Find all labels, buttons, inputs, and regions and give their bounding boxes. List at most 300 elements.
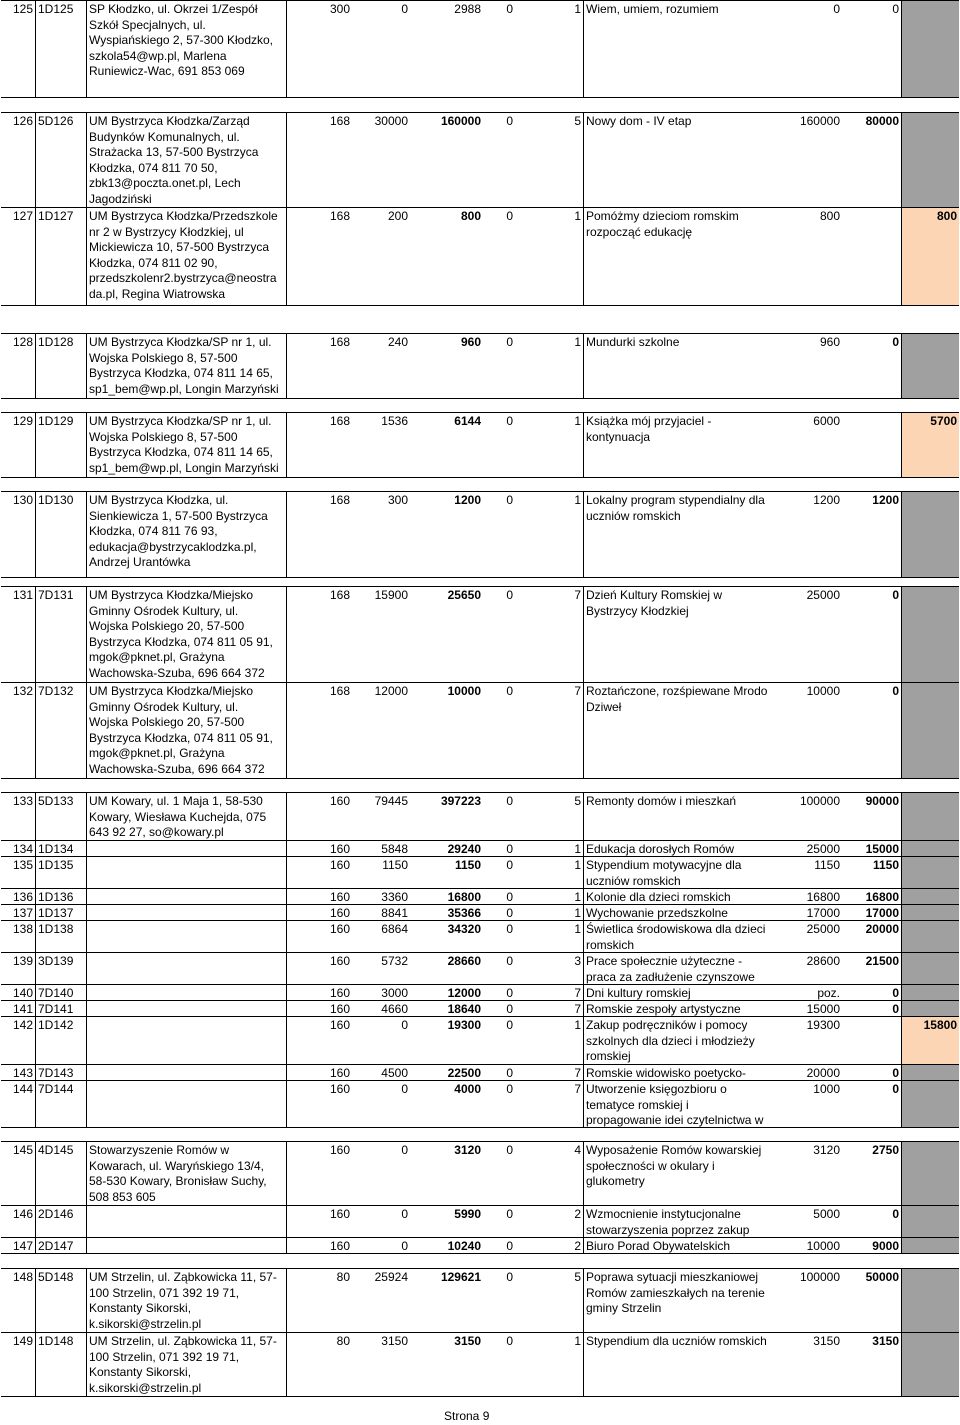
row-entity: UM Bystrzyca Kłodzka/Miejsko Gminny Ośrodek Kultury, ul. Wojska Polskiego 20, 57-500 Bystrzyca Kłodzka, 074 811 05 91, mgok@pknet.pl, Grażyna Wachowska-Szuba, 696 664 372 bbox=[86, 683, 286, 778]
row-number: 129 bbox=[12, 414, 33, 428]
row-number: 138 bbox=[12, 922, 33, 936]
row-code: 4D145 bbox=[35, 1142, 86, 1205]
row-n: 2 bbox=[574, 1239, 581, 1253]
row-value-a: 168 bbox=[286, 492, 352, 577]
row-title: Dzień Kultury Romskiej w Bystrzycy Kłodzkiej bbox=[583, 587, 782, 682]
row-n: 7 bbox=[574, 986, 581, 1000]
page-number: Strona 9 bbox=[444, 1409, 490, 1423]
table-row bbox=[1, 856, 959, 888]
row-title: Wyposażenie Romów kowarskiej społeczności w okulary i glukometry bbox=[583, 1142, 782, 1205]
row-n: 1 bbox=[574, 906, 581, 920]
row-entity bbox=[86, 1238, 286, 1253]
row-code: 1D127 bbox=[35, 208, 86, 305]
row-requested: 10000 bbox=[806, 684, 840, 698]
row-total: 29240 bbox=[447, 842, 481, 856]
row-requested: 25000 bbox=[806, 922, 840, 936]
row-requested: 160000 bbox=[799, 114, 840, 128]
row-extra bbox=[901, 587, 959, 682]
row-extra bbox=[901, 1206, 959, 1237]
row-number: 126 bbox=[12, 114, 33, 128]
row-granted: 9000 bbox=[872, 1239, 899, 1253]
row-value-b: 79445 bbox=[374, 794, 408, 808]
row-number: 145 bbox=[12, 1143, 33, 1157]
row-title: Biuro Porad Obywatelskich bbox=[583, 1238, 782, 1253]
row-n: 7 bbox=[574, 1066, 581, 1080]
row-requested: 1150 bbox=[814, 858, 840, 872]
row-total: 6144 bbox=[454, 414, 481, 428]
row-entity bbox=[86, 1206, 286, 1237]
row-entity bbox=[86, 905, 286, 920]
row-requested: 3120 bbox=[813, 1143, 840, 1157]
row-title: Nowy dom - IV etap bbox=[583, 113, 782, 208]
row-granted: 0 bbox=[892, 335, 899, 349]
row-total: 34320 bbox=[447, 922, 481, 936]
row-entity: UM Strzelin, ul. Ząbkowicka 11, 57- 100 Strzelin, 071 392 19 71, Konstanty Sikorski, k.sikorski@strzelin.pl bbox=[86, 1333, 286, 1396]
row-value-b: 6864 bbox=[381, 922, 408, 936]
row-value-a: 160 bbox=[286, 921, 352, 952]
row-requested: poz. bbox=[817, 986, 840, 1000]
row-requested: 5000 bbox=[813, 1207, 840, 1221]
row-number: 125 bbox=[12, 2, 33, 16]
row-n: 7 bbox=[574, 1082, 581, 1096]
row-n: 7 bbox=[574, 684, 581, 698]
row-code: 7D144 bbox=[35, 1081, 86, 1127]
row-value-d: 0 bbox=[506, 954, 513, 968]
row-granted: 0 bbox=[892, 588, 899, 602]
row-code: 3D139 bbox=[35, 953, 86, 984]
row-extra bbox=[901, 1238, 959, 1253]
row-value-b: 25924 bbox=[374, 1270, 408, 1284]
row-code: 7D141 bbox=[35, 1001, 86, 1016]
row-value-a: 168 bbox=[286, 683, 352, 778]
row-entity bbox=[86, 857, 286, 888]
table-row bbox=[1, 1141, 959, 1205]
row-granted bbox=[842, 413, 901, 477]
table-row bbox=[1, 586, 959, 682]
row-value-b: 0 bbox=[401, 1239, 408, 1253]
row-n: 1 bbox=[574, 493, 581, 507]
row-entity bbox=[86, 1017, 286, 1064]
table-row bbox=[1, 207, 959, 306]
row-total: 10000 bbox=[447, 684, 481, 698]
row-total: 3120 bbox=[454, 1143, 481, 1157]
row-requested: 16800 bbox=[806, 890, 840, 904]
row-value-a: 160 bbox=[286, 889, 352, 904]
row-code: 1D128 bbox=[35, 334, 86, 398]
row-entity bbox=[86, 1081, 286, 1127]
row-total: 129621 bbox=[440, 1270, 481, 1284]
row-number: 148 bbox=[12, 1270, 33, 1284]
row-value-b: 3000 bbox=[381, 986, 408, 1000]
row-n: 4 bbox=[574, 1143, 581, 1157]
table-row bbox=[1, 1064, 959, 1080]
row-value-b: 0 bbox=[401, 1207, 408, 1221]
row-value-b: 5732 bbox=[381, 954, 408, 968]
row-title: Zakup podręczników i pomocy szkolnych dla dzieci i młodzieży romskiej bbox=[583, 1017, 782, 1064]
row-extra bbox=[901, 334, 959, 398]
row-code: 2D147 bbox=[35, 1238, 86, 1253]
row-entity: UM Kowary, ul. 1 Maja 1, 58-530 Kowary, Wiesława Kuchejda, 075 643 92 27, so@kowary.pl bbox=[86, 793, 286, 840]
row-n: 1 bbox=[574, 2, 581, 16]
row-code: 2D146 bbox=[35, 1206, 86, 1237]
table-row bbox=[1, 984, 959, 1000]
row-total: 1200 bbox=[454, 493, 481, 507]
row-value-d: 0 bbox=[506, 588, 513, 602]
row-code: 5D133 bbox=[35, 793, 86, 840]
row-code: 5D126 bbox=[35, 113, 86, 208]
row-value-b: 12000 bbox=[374, 684, 408, 698]
row-n: 5 bbox=[574, 794, 581, 808]
row-number: 149 bbox=[12, 1334, 33, 1348]
row-value-b: 4660 bbox=[381, 1002, 408, 1016]
row-total: 18640 bbox=[447, 1002, 481, 1016]
row-requested: 19300 bbox=[806, 1018, 840, 1032]
row-extra bbox=[901, 841, 959, 856]
row-title: Romskie widowisko poetycko- bbox=[583, 1065, 782, 1080]
row-number: 146 bbox=[12, 1207, 33, 1221]
table-row bbox=[1, 412, 959, 478]
row-code: 1D136 bbox=[35, 889, 86, 904]
row-value-d: 0 bbox=[506, 114, 513, 128]
row-n: 1 bbox=[574, 890, 581, 904]
row-value-a: 80 bbox=[286, 1333, 352, 1396]
row-code: 1D142 bbox=[35, 1017, 86, 1064]
row-total: 4000 bbox=[454, 1082, 481, 1096]
row-granted: 50000 bbox=[865, 1270, 899, 1284]
row-granted: 80000 bbox=[865, 114, 899, 128]
row-value-a: 160 bbox=[286, 905, 352, 920]
row-requested: 100000 bbox=[799, 1270, 840, 1284]
row-code: 1D130 bbox=[35, 492, 86, 577]
row-total: 160000 bbox=[440, 114, 481, 128]
row-value-a: 160 bbox=[286, 1017, 352, 1064]
table-row bbox=[1, 333, 959, 399]
row-granted: 15000 bbox=[865, 842, 899, 856]
row-number: 131 bbox=[12, 588, 33, 602]
row-requested: 28600 bbox=[806, 954, 840, 968]
row-granted: 0 bbox=[892, 1066, 899, 1080]
row-code: 1D148 bbox=[35, 1333, 86, 1396]
row-extra bbox=[901, 857, 959, 888]
row-code: 7D140 bbox=[35, 985, 86, 1000]
row-code: 1D125 bbox=[35, 1, 86, 97]
row-extra bbox=[901, 921, 959, 952]
row-title: Lokalny program stypendialny dla uczniów romskich bbox=[583, 492, 782, 577]
table-row bbox=[1, 840, 959, 856]
row-value-a: 160 bbox=[286, 985, 352, 1000]
row-n: 1 bbox=[574, 1018, 581, 1032]
row-value-b: 1536 bbox=[381, 414, 408, 428]
row-value-d: 0 bbox=[506, 794, 513, 808]
row-value-b: 15900 bbox=[374, 588, 408, 602]
row-entity: SP Kłodzko, ul. Okrzei 1/Zespół Szkół Specjalnych, ul. Wyspiańskiego 2, 57-300 Kłodzko, szkola54@wp.pl, Marlena Runiewicz-Wac, 691 853 069 bbox=[86, 1, 286, 97]
row-value-a: 160 bbox=[286, 1001, 352, 1016]
row-entity bbox=[86, 841, 286, 856]
row-code: 7D131 bbox=[35, 587, 86, 682]
row-entity: UM Bystrzyca Kłodzka/SP nr 1, ul. Wojska Polskiego 8, 57-500 Bystrzyca Kłodzka, 074 811 14 65, sp1_bem@wp.pl, Longin Marzyński bbox=[86, 334, 286, 398]
row-value-b: 5848 bbox=[381, 842, 408, 856]
row-extra: 800 bbox=[901, 208, 959, 305]
row-extra bbox=[901, 1081, 959, 1127]
row-value-d: 0 bbox=[506, 1143, 513, 1157]
row-code: 1D137 bbox=[35, 905, 86, 920]
table-row bbox=[1, 1205, 959, 1237]
row-value-b: 0 bbox=[401, 2, 408, 16]
row-total: 800 bbox=[460, 209, 481, 223]
row-granted bbox=[842, 1017, 901, 1064]
row-entity bbox=[86, 1001, 286, 1016]
row-granted: 0 bbox=[892, 1002, 899, 1016]
row-value-d: 0 bbox=[506, 1018, 513, 1032]
row-extra bbox=[901, 1142, 959, 1205]
row-title: Pomóżmy dzieciom romskim rozpocząć edukację bbox=[583, 208, 782, 305]
row-total: 35366 bbox=[447, 906, 481, 920]
row-extra bbox=[901, 113, 959, 208]
row-granted: 3150 bbox=[872, 1334, 899, 1348]
row-value-b: 0 bbox=[401, 1143, 408, 1157]
row-number: 134 bbox=[12, 842, 33, 856]
row-n: 7 bbox=[574, 588, 581, 602]
row-requested: 960 bbox=[819, 335, 840, 349]
table-row bbox=[1, 1237, 959, 1254]
row-title: Poprawa sytuacji mieszkaniowej Romów zamieszkałych na terenie gminy Strzelin bbox=[583, 1269, 782, 1332]
table-row bbox=[1, 0, 959, 98]
row-value-a: 168 bbox=[286, 334, 352, 398]
row-total: 5990 bbox=[454, 1207, 481, 1221]
row-n: 1 bbox=[574, 922, 581, 936]
row-n: 1 bbox=[574, 1334, 581, 1348]
row-number: 140 bbox=[12, 986, 33, 1000]
table-row bbox=[1, 792, 959, 840]
table-row bbox=[1, 1016, 959, 1064]
row-total: 3150 bbox=[454, 1334, 481, 1348]
row-value-a: 160 bbox=[286, 841, 352, 856]
row-n: 1 bbox=[574, 335, 581, 349]
row-title: Prace społecznie użyteczne - praca za zadłużenie czynszowe bbox=[583, 953, 782, 984]
row-granted bbox=[842, 208, 901, 305]
row-n: 2 bbox=[574, 1207, 581, 1221]
row-requested: 800 bbox=[819, 209, 840, 223]
row-code: 1D135 bbox=[35, 857, 86, 888]
row-value-d: 0 bbox=[506, 1066, 513, 1080]
row-value-a: 168 bbox=[286, 413, 352, 477]
row-granted: 2750 bbox=[872, 1143, 899, 1157]
row-value-a: 168 bbox=[286, 113, 352, 208]
row-n: 1 bbox=[574, 414, 581, 428]
row-number: 130 bbox=[12, 493, 33, 507]
row-n: 7 bbox=[574, 1002, 581, 1016]
row-title: Romskie zespoły artystyczne bbox=[583, 1001, 782, 1016]
row-entity: UM Bystrzyca Kłodzka/Przedszkole nr 2 w Bystrzycy Kłodzkiej, ul Mickiewicza 10, 57-500 Bystrzyca Kłodzka, 074 811 02 90, przedszkolenr2.bystrzyca@neostra da.pl, Regina Wiatrowska bbox=[86, 208, 286, 305]
row-extra bbox=[901, 1065, 959, 1080]
row-entity: UM Bystrzyca Kłodzka/SP nr 1, ul. Wojska Polskiego 8, 57-500 Bystrzyca Kłodzka, 074 811 14 65, sp1_bem@wp.pl, Longin Marzyński bbox=[86, 413, 286, 477]
row-number: 136 bbox=[12, 890, 33, 904]
row-n: 5 bbox=[574, 114, 581, 128]
row-title: Stypendium motywacyjne dla uczniów romskich bbox=[583, 857, 782, 888]
row-value-a: 160 bbox=[286, 1065, 352, 1080]
row-extra bbox=[901, 793, 959, 840]
row-number: 147 bbox=[12, 1239, 33, 1253]
row-extra bbox=[901, 492, 959, 577]
row-granted: 0 bbox=[892, 1082, 899, 1096]
row-number: 133 bbox=[12, 794, 33, 808]
row-value-d: 0 bbox=[506, 209, 513, 223]
table-row bbox=[1, 112, 959, 208]
row-code: 5D148 bbox=[35, 1269, 86, 1332]
row-title: Wzmocnienie instytucjonalne stowarzyszenia poprzez zakup bbox=[583, 1206, 782, 1237]
row-granted: 0 bbox=[892, 684, 899, 698]
row-extra bbox=[901, 1001, 959, 1016]
row-granted: 0 bbox=[892, 2, 899, 16]
row-value-d: 0 bbox=[506, 922, 513, 936]
row-title: Wychowanie przedszkolne bbox=[583, 905, 782, 920]
row-code: 7D143 bbox=[35, 1065, 86, 1080]
table-row bbox=[1, 1080, 959, 1128]
row-value-d: 0 bbox=[506, 1239, 513, 1253]
row-value-d: 0 bbox=[506, 1270, 513, 1284]
row-value-b: 30000 bbox=[374, 114, 408, 128]
row-value-d: 0 bbox=[506, 414, 513, 428]
row-entity: UM Bystrzyca Kłodzka/Zarząd Budynków Komunalnych, ul. Strażacka 13, 57-500 Bystrzyca Kłodzka, 074 811 70 50, zbk13@poczta.onet.pl, Lech Jagodziński bbox=[86, 113, 286, 208]
row-title: Utworzenie księgozbioru o tematyce romskiej i propagowanie idei czytelnictwa w bbox=[583, 1081, 782, 1127]
row-number: 139 bbox=[12, 954, 33, 968]
row-number: 143 bbox=[12, 1066, 33, 1080]
row-requested: 10000 bbox=[806, 1239, 840, 1253]
row-value-d: 0 bbox=[506, 842, 513, 856]
row-code: 1D134 bbox=[35, 841, 86, 856]
row-total: 397223 bbox=[440, 794, 481, 808]
row-value-a: 160 bbox=[286, 1142, 352, 1205]
row-title: Edukacja dorosłych Romów bbox=[583, 841, 782, 856]
row-title: Mundurki szkolne bbox=[583, 334, 782, 398]
row-total: 16800 bbox=[447, 890, 481, 904]
row-value-d: 0 bbox=[506, 906, 513, 920]
row-code: 7D132 bbox=[35, 683, 86, 778]
row-extra: 5700 bbox=[901, 413, 959, 477]
table-row bbox=[1, 1000, 959, 1016]
row-value-b: 240 bbox=[387, 335, 408, 349]
row-n: 1 bbox=[574, 842, 581, 856]
row-extra bbox=[901, 889, 959, 904]
row-value-b: 200 bbox=[387, 209, 408, 223]
row-code: 1D138 bbox=[35, 921, 86, 952]
row-requested: 15000 bbox=[806, 1002, 840, 1016]
row-value-b: 3150 bbox=[381, 1334, 408, 1348]
row-granted: 20000 bbox=[865, 922, 899, 936]
row-value-b: 1150 bbox=[382, 858, 408, 872]
row-requested: 3150 bbox=[813, 1334, 840, 1348]
row-value-d: 0 bbox=[506, 1207, 513, 1221]
row-value-b: 300 bbox=[387, 493, 408, 507]
table-row bbox=[1, 888, 959, 904]
table-row bbox=[1, 1268, 959, 1332]
row-title: Dni kultury romskiej bbox=[583, 985, 782, 1000]
row-extra: 15800 bbox=[901, 1017, 959, 1064]
row-title: Kolonie dla dzieci romskich bbox=[583, 889, 782, 904]
row-requested: 1000 bbox=[813, 1082, 840, 1096]
row-extra bbox=[901, 953, 959, 984]
row-number: 137 bbox=[12, 906, 33, 920]
row-value-b: 8841 bbox=[381, 906, 408, 920]
row-value-d: 0 bbox=[506, 684, 513, 698]
row-granted: 90000 bbox=[865, 794, 899, 808]
row-extra bbox=[901, 905, 959, 920]
row-requested: 0 bbox=[833, 2, 840, 16]
row-granted: 16800 bbox=[865, 890, 899, 904]
table-row bbox=[1, 920, 959, 952]
row-total: 25650 bbox=[447, 588, 481, 602]
row-number: 144 bbox=[12, 1082, 33, 1096]
row-entity: UM Strzelin, ul. Ząbkowicka 11, 57- 100 Strzelin, 071 392 19 71, Konstanty Sikorski, k.sikorski@strzelin.pl bbox=[86, 1269, 286, 1332]
row-value-d: 0 bbox=[506, 2, 513, 16]
row-value-a: 160 bbox=[286, 1081, 352, 1127]
row-total: 2988 bbox=[454, 2, 481, 16]
row-total: 1150 bbox=[454, 858, 481, 872]
row-total: 12000 bbox=[447, 986, 481, 1000]
row-extra bbox=[901, 1269, 959, 1332]
row-n: 3 bbox=[574, 954, 581, 968]
row-granted: 0 bbox=[892, 1207, 899, 1221]
row-code: 1D129 bbox=[35, 413, 86, 477]
row-total: 19300 bbox=[447, 1018, 481, 1032]
row-granted: 21500 bbox=[865, 954, 899, 968]
row-title: Stypendium dla uczniów romskich bbox=[583, 1333, 782, 1396]
row-n: 5 bbox=[574, 1270, 581, 1284]
row-value-d: 0 bbox=[506, 986, 513, 1000]
row-value-a: 300 bbox=[286, 1, 352, 97]
row-entity: UM Bystrzyca Kłodzka, ul. Sienkiewicza 1, 57-500 Bystrzyca Kłodzka, 074 811 76 93, edukacja@bystrzycaklodzka.pl, Andrzej Urantówka bbox=[86, 492, 286, 577]
row-total: 22500 bbox=[447, 1066, 481, 1080]
row-entity bbox=[86, 889, 286, 904]
row-value-b: 3360 bbox=[381, 890, 408, 904]
table-row bbox=[1, 682, 959, 779]
row-value-d: 0 bbox=[506, 1082, 513, 1096]
row-granted: 1150 bbox=[872, 858, 899, 872]
row-extra bbox=[901, 1, 959, 97]
row-requested: 6000 bbox=[813, 414, 840, 428]
row-extra bbox=[901, 985, 959, 1000]
row-number: 132 bbox=[12, 684, 33, 698]
row-value-b: 0 bbox=[401, 1018, 408, 1032]
row-title: Książka mój przyjaciel - kontynuacja bbox=[583, 413, 782, 477]
row-extra bbox=[901, 683, 959, 778]
row-title: Wiem, umiem, rozumiem bbox=[583, 1, 782, 97]
row-value-b: 4500 bbox=[381, 1066, 408, 1080]
row-requested: 25000 bbox=[806, 588, 840, 602]
row-value-d: 0 bbox=[506, 1002, 513, 1016]
row-value-d: 0 bbox=[506, 1334, 513, 1348]
row-entity: Stowarzyszenie Romów w Kowarach, ul. Waryńskiego 13/4, 58-530 Kowary, Bronisław Suchy, 508 853 605 bbox=[86, 1142, 286, 1205]
row-value-a: 160 bbox=[286, 1206, 352, 1237]
row-total: 28660 bbox=[447, 954, 481, 968]
row-number: 128 bbox=[12, 335, 33, 349]
row-requested: 25000 bbox=[806, 842, 840, 856]
row-number: 141 bbox=[12, 1002, 33, 1016]
table-row bbox=[1, 1332, 959, 1397]
row-entity bbox=[86, 953, 286, 984]
row-requested: 20000 bbox=[806, 1066, 840, 1080]
row-value-d: 0 bbox=[506, 493, 513, 507]
table-row bbox=[1, 904, 959, 920]
row-value-a: 168 bbox=[286, 208, 352, 305]
row-title: Świetlica środowiskowa dla dzieci romskich bbox=[583, 921, 782, 952]
row-n: 1 bbox=[574, 209, 581, 223]
row-requested: 17000 bbox=[806, 906, 840, 920]
row-granted: 0 bbox=[892, 986, 899, 1000]
row-value-d: 0 bbox=[506, 890, 513, 904]
row-entity: UM Bystrzyca Kłodzka/Miejsko Gminny Ośrodek Kultury, ul. Wojska Polskiego 20, 57-500 Bystrzyca Kłodzka, 074 811 05 91, mgok@pknet.pl, Grażyna Wachowska-Szuba, 696 664 372 bbox=[86, 587, 286, 682]
row-extra bbox=[901, 1333, 959, 1396]
